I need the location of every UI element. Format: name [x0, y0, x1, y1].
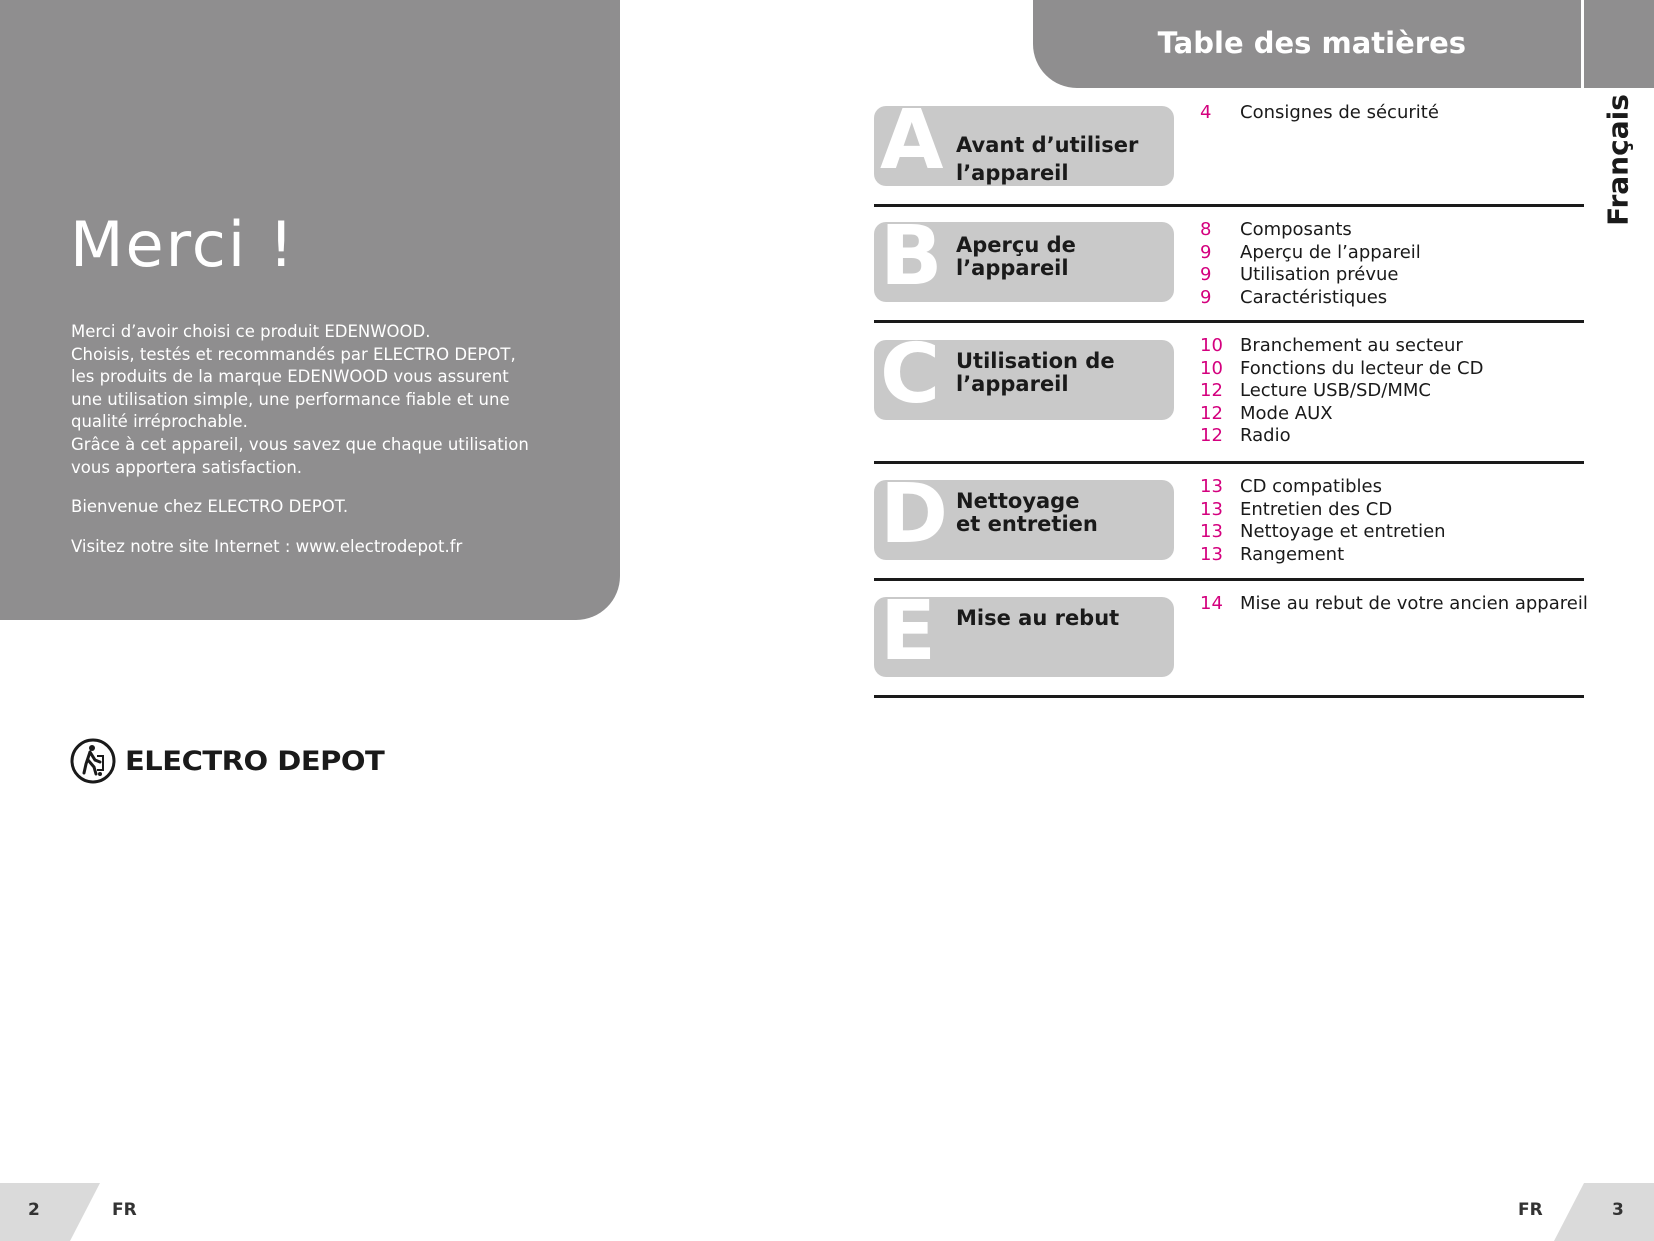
- toc-entry[interactable]: [1200, 287, 1421, 310]
- entry-page: 13: [1200, 476, 1223, 497]
- toc-entry[interactable]: [1200, 102, 1439, 125]
- section-box: [874, 480, 1174, 560]
- entry-label: Rangement: [1240, 543, 1345, 565]
- toc-section-a: [874, 88, 1584, 207]
- page-number-left: 2: [28, 1200, 40, 1220]
- entry-page: 12: [1200, 402, 1223, 424]
- section-letter: E: [880, 597, 937, 677]
- section-letter: C: [880, 340, 941, 420]
- entry-page: 8: [1200, 219, 1212, 240]
- entry-label: Mode AUX: [1240, 402, 1333, 424]
- entry-page: 13: [1200, 543, 1223, 565]
- toc-section-c: [874, 323, 1584, 464]
- section-entries: [1200, 102, 1439, 125]
- toc-entry[interactable]: [1200, 380, 1483, 403]
- lang-code-right: FR: [1518, 1200, 1543, 1220]
- logo-wordmark: ELECTRO DEPOT: [125, 745, 385, 777]
- toc-section-b: [874, 207, 1584, 323]
- entry-label: Fonctions du lecteur de CD: [1240, 357, 1484, 379]
- entry-page: 4: [1200, 102, 1212, 123]
- entry-label: Branchement au secteur: [1240, 335, 1463, 356]
- entry-page: 10: [1200, 335, 1223, 356]
- section-letter: B: [880, 222, 943, 302]
- website-paragraph: Visitez notre site Internet : www.electrodepot.fr: [71, 536, 463, 556]
- toc-title: Table des matières: [1157, 26, 1466, 60]
- language-label: Français: [1601, 94, 1635, 226]
- entry-page: 10: [1200, 357, 1223, 379]
- entry-label: Consignes de sécurité: [1240, 102, 1439, 123]
- welcome-line: Choisis, testés et recommandés par ELECTRO DEPOT,: [71, 344, 516, 364]
- welcome-line: les produits de la marque EDENWOOD vous assurent: [71, 367, 509, 387]
- entry-page: 14: [1200, 593, 1223, 614]
- section-box: [874, 106, 1174, 186]
- footer-tab-right: [1554, 1183, 1654, 1241]
- entry-page: 9: [1200, 264, 1212, 285]
- entry-label: Lecture USB/SD/MMC: [1240, 380, 1431, 401]
- toc-section-e: [874, 581, 1588, 698]
- welcome-line: vous apportera satisfaction.: [71, 457, 303, 477]
- entry-label: CD compatibles: [1240, 476, 1382, 497]
- section-letter: A: [880, 106, 944, 186]
- toc-entry[interactable]: [1200, 219, 1421, 242]
- section-entries: [1200, 219, 1421, 309]
- entry-page: 13: [1200, 521, 1223, 542]
- welcome-text: [71, 321, 541, 558]
- section-title: Nettoyage et entretien: [956, 489, 1098, 536]
- entry-label: Aperçu de l’appareil: [1240, 241, 1421, 263]
- toc-entry[interactable]: [1200, 499, 1446, 522]
- section-entries: [1200, 335, 1483, 448]
- language-tab: [1593, 94, 1643, 226]
- toc-entry[interactable]: [1200, 476, 1446, 499]
- section-title: Aperçu de l’appareil: [956, 233, 1076, 280]
- toc-entry[interactable]: [1200, 358, 1483, 381]
- entry-page: 9: [1200, 286, 1212, 308]
- entry-label: Utilisation prévue: [1240, 264, 1399, 285]
- page-number-right: 3: [1612, 1200, 1624, 1220]
- toc-entry[interactable]: [1200, 264, 1421, 287]
- welcome-line: une utilisation simple, une performance fiable et une: [71, 389, 510, 409]
- toc-entry[interactable]: [1200, 403, 1483, 426]
- welcome-line: qualité irréprochable.: [71, 412, 248, 432]
- welcome-line: Merci d’avoir choisi ce produit EDENWOOD.: [71, 322, 431, 341]
- shopping-cart-logo-icon: [70, 738, 116, 784]
- toc-entry[interactable]: [1200, 242, 1421, 265]
- footer-tab-left: [0, 1183, 104, 1241]
- toc-entry[interactable]: [1200, 425, 1483, 448]
- welcome-title: Merci !: [70, 208, 296, 281]
- section-title: Mise au rebut: [956, 606, 1120, 630]
- toc-entry[interactable]: [1200, 521, 1446, 544]
- entry-label: Radio: [1240, 425, 1291, 446]
- entry-label: Composants: [1240, 219, 1352, 240]
- section-letter: D: [880, 480, 949, 560]
- toc-entry[interactable]: [1200, 593, 1588, 616]
- lang-code-left: FR: [112, 1200, 137, 1220]
- welcome-line: Grâce à cet appareil, vous savez que chaque utilisation: [71, 434, 529, 454]
- toc-entry[interactable]: [1200, 335, 1483, 358]
- section-title: Utilisation de l’appareil: [956, 349, 1115, 396]
- header-corner: [1584, 0, 1654, 88]
- entry-label: Nettoyage et entretien: [1240, 521, 1446, 542]
- entry-label: Mise au rebut de votre ancien appareil: [1240, 593, 1588, 614]
- entry-page: 9: [1200, 241, 1212, 263]
- welcome-paragraph-1: [71, 321, 541, 479]
- welcome-paragraph-2: Bienvenue chez ELECTRO DEPOT.: [71, 497, 349, 517]
- section-box: [874, 340, 1174, 420]
- entry-page: 13: [1200, 498, 1223, 520]
- entry-label: Entretien des CD: [1240, 498, 1393, 520]
- welcome-panel: [0, 0, 620, 620]
- toc-section-d: [874, 464, 1584, 581]
- section-box: [874, 222, 1174, 302]
- section-title: Avant d’utiliser l’appareil: [956, 133, 1139, 185]
- entry-page: 12: [1200, 425, 1223, 446]
- electro-depot-logo: [70, 738, 384, 784]
- entry-label: Caractéristiques: [1240, 286, 1388, 308]
- section-entries: [1200, 476, 1446, 566]
- entry-page: 12: [1200, 380, 1223, 401]
- toc-header: [1033, 0, 1581, 88]
- toc-entry[interactable]: [1200, 544, 1446, 567]
- section-box: [874, 597, 1174, 677]
- section-entries: [1200, 593, 1588, 616]
